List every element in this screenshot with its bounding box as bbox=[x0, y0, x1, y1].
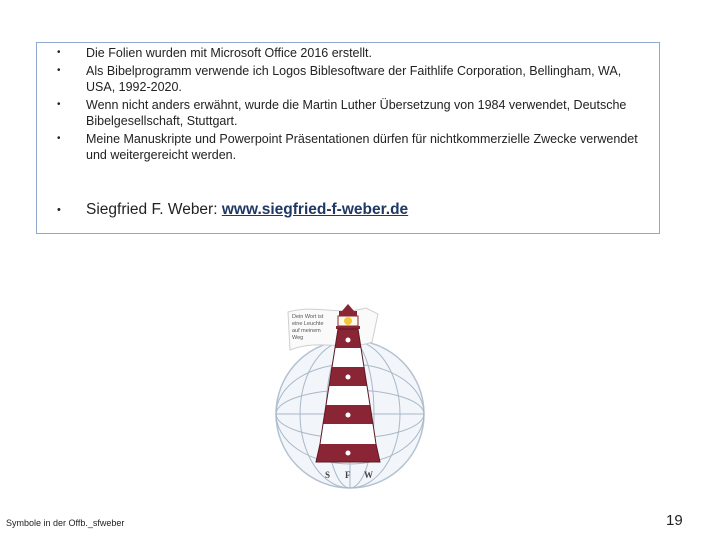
website-link[interactable]: www.siegfried-f-weber.de bbox=[221, 201, 409, 219]
bullet-text: Als Bibelprogramm verwende ich Logos Biblesoftware der Faithlife Corporation, Bellingham, WA, USA, 1992-2020. bbox=[86, 64, 622, 94]
bullet-dot-icon: • bbox=[57, 133, 61, 144]
bullet-dot-icon: • bbox=[57, 65, 61, 76]
banner-line: auf meinem bbox=[292, 328, 321, 334]
bullet-text: Die Folien wurden mit Microsoft Office 2016 erstellt. bbox=[86, 46, 372, 60]
banner-line: eine Leuchte bbox=[292, 321, 324, 327]
logo-letter: S bbox=[325, 470, 331, 480]
logo-letter: F bbox=[345, 470, 351, 480]
bullet-dot-icon: • bbox=[57, 204, 61, 216]
author-label: Siegfried F. Weber: bbox=[86, 201, 218, 219]
bullet-item bbox=[57, 97, 647, 129]
author-line bbox=[57, 200, 408, 220]
bullet-item bbox=[57, 131, 647, 163]
bullet-item bbox=[57, 63, 647, 95]
bullet-text: Meine Manuskripte und Powerpoint Präsentationen dürfen für nichtkommerzielle Zwecke verwendet und weitergereicht werden. bbox=[86, 132, 638, 162]
page-number: 19 bbox=[666, 512, 683, 529]
bullet-dot-icon: • bbox=[57, 99, 61, 110]
bullet-dot-icon: • bbox=[57, 47, 61, 58]
lighthouse-logo-icon bbox=[268, 302, 430, 492]
banner-line: Weg bbox=[292, 335, 304, 341]
info-box bbox=[36, 42, 660, 234]
bullet-text: Wenn nicht anders erwähnt, wurde die Martin Luther Übersetzung von 1984 verwendet, Deutsche Bibelgesellschaft, Stuttgart. bbox=[86, 98, 627, 128]
bullet-list bbox=[57, 45, 647, 165]
bullet-item bbox=[57, 45, 647, 61]
footer-text: Symbole in der Offb._sfweber bbox=[6, 518, 125, 528]
logo-letter: W bbox=[364, 470, 373, 480]
banner-line: Dein Wort ist bbox=[292, 314, 324, 320]
